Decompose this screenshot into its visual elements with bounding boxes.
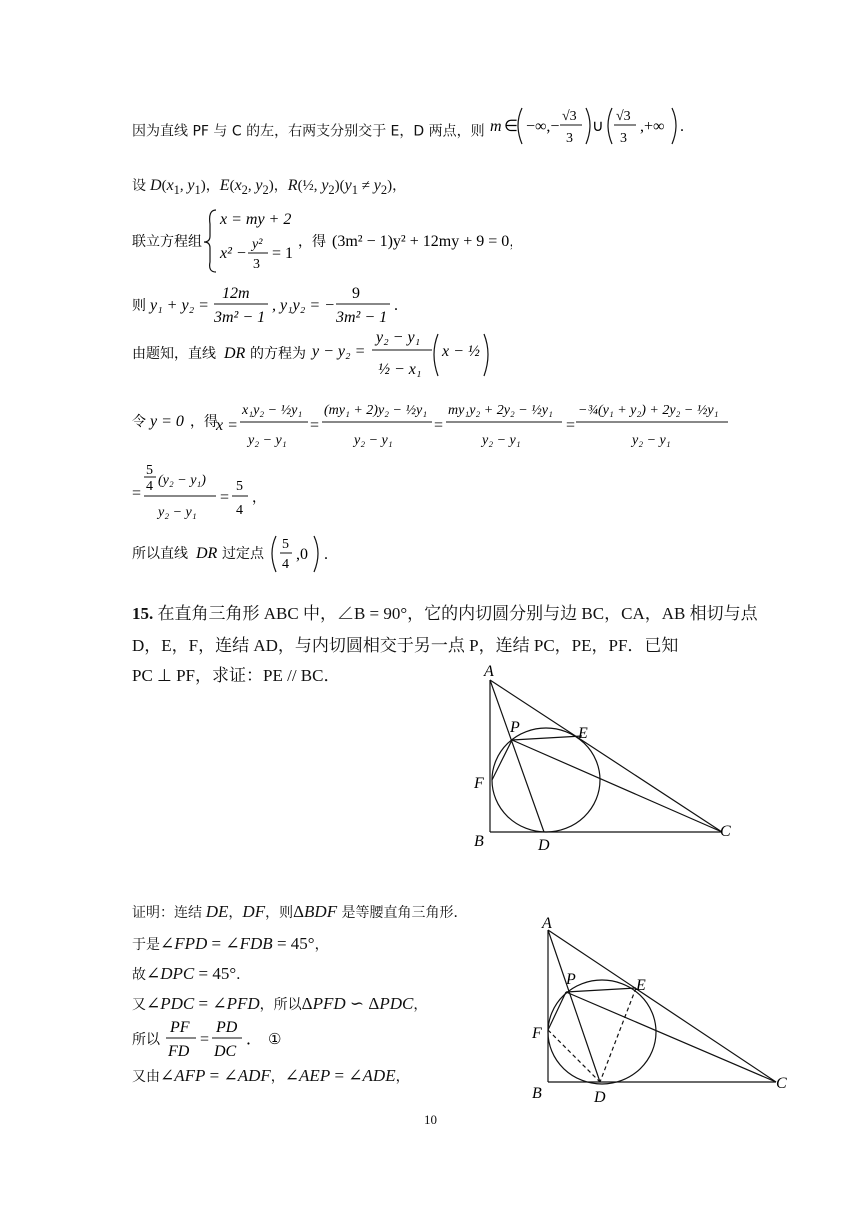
svg-text:(my₁ + 2)y₂ − ½y₁: (my₁ + 2)y₂ − ½y₁	[324, 403, 428, 418]
svg-text:y₂ − y₁: y₂ − y₁	[482, 433, 521, 448]
svg-text:3: 3	[620, 131, 628, 146]
svg-text:∈: ∈	[504, 118, 519, 135]
solution-line-2: 设 $D(x_1$, $y_1$)，$E(x_2$, $y_2$)，R(½, $y_2)(y_1 \ne y_2)$，	[132, 177, 407, 197]
figure-2	[528, 912, 798, 1108]
svg-text:9: 9	[352, 285, 360, 302]
svg-text:12m: 12m	[222, 285, 250, 302]
proof-line-5	[132, 1016, 332, 1068]
svg-text:x₁y₂ − ½y₁: x₁y₂ − ½y₁	[242, 403, 303, 418]
svg-text:4: 4	[236, 503, 243, 518]
svg-text:y₁ + y₂ =: y₁ + y₂ =	[150, 297, 209, 314]
svg-text:x = my + 2: x = my + 2	[220, 211, 292, 228]
svg-text:5: 5	[146, 463, 153, 478]
svg-text:=: =	[132, 485, 142, 502]
solution-line-8	[132, 530, 352, 582]
svg-text:PF: PF	[170, 1019, 190, 1036]
fig2-label-c: C	[776, 1075, 787, 1092]
figure-1	[470, 660, 750, 860]
line-dr-equation	[132, 326, 492, 386]
problem-number: 15.	[132, 604, 154, 623]
svg-text:DR: DR	[196, 545, 218, 562]
problem-text-3: PC ⊥ PF，求证：PE // BC．	[132, 666, 341, 685]
fig1-label-b: B	[474, 833, 484, 850]
svg-text:−∞,−: −∞,−	[526, 118, 560, 135]
svg-text:y₂ − y₁: y₂ − y₁	[354, 433, 393, 448]
solution-line-7	[132, 460, 272, 530]
svg-text:过定点: 过定点	[222, 546, 264, 562]
svg-text:，得: ，得	[298, 234, 326, 250]
svg-text:(3m² − 1)y² + 12my + 9 = 0，: (3m² − 1)y² + 12my + 9 = 0，	[332, 233, 512, 250]
svg-text:½ − x₁: ½ − x₁	[378, 361, 422, 378]
svg-text:所以直线: 所以直线	[132, 546, 188, 562]
svg-text:x² −: x² −	[220, 245, 247, 262]
svg-text:4: 4	[146, 479, 153, 494]
svg-text:√3: √3	[616, 109, 632, 124]
svg-text:y − y₂ =: y − y₂ =	[312, 343, 366, 360]
fixed-point-statement	[132, 530, 352, 576]
svg-text:y = 0: y = 0	[150, 413, 184, 430]
svg-text:my₁y₂ + 2y₂ − ½y₁: my₁y₂ + 2y₂ − ½y₁	[448, 403, 553, 418]
solution-line-1	[132, 109, 688, 148]
svg-text:3: 3	[253, 257, 260, 272]
svg-text:令: 令	[132, 414, 146, 430]
svg-text:，: ，	[252, 490, 266, 506]
svg-text:联立方程组: 联立方程组	[132, 234, 202, 250]
problem-line-2	[132, 636, 678, 656]
svg-text:3: 3	[566, 131, 574, 146]
solution-line-4	[132, 282, 432, 332]
svg-text:(y₂ − y₁): (y₂ − y₁)	[158, 473, 206, 488]
svg-text:=: =	[566, 417, 576, 434]
svg-text:则: 则	[132, 298, 146, 314]
fig1-label-c: C	[720, 823, 731, 840]
result-expression	[132, 460, 272, 524]
ratio-equation	[132, 1016, 332, 1062]
fig2-label-b: B	[532, 1085, 542, 1102]
svg-text:，得: ，得	[190, 414, 218, 430]
fig1-label-a: A	[484, 663, 494, 680]
svg-text:所以: 所以	[132, 1032, 160, 1048]
fig1-label-p: P	[510, 719, 520, 736]
proof-line-4: 又∠PDC = ∠PFD，所以ΔPFD ∽ ΔPDC，	[132, 994, 428, 1013]
svg-text:−¾(y₁ + y₂) + 2y₂ − ½y₁: −¾(y₁ + y₂) + 2y₂ − ½y₁	[578, 403, 719, 418]
svg-text:.: .	[394, 297, 398, 314]
proof-line-6: 又由∠AFP = ∠ADF，∠AEP = ∠ADE，	[132, 1066, 410, 1085]
page-number: 10	[424, 1112, 437, 1127]
fig2-label-p: P	[566, 971, 576, 988]
svg-text:①: ①	[268, 1032, 282, 1048]
svg-text:.: .	[680, 118, 685, 135]
intersection-derivation	[132, 396, 732, 452]
fig2-label-f: F	[532, 1025, 542, 1042]
fig1-label-d: D	[538, 837, 550, 854]
problem-line-3	[132, 666, 340, 686]
solution-line-6	[132, 396, 732, 458]
svg-text:∪: ∪	[592, 118, 605, 135]
svg-text:由题知，直线: 由题知，直线	[132, 346, 216, 362]
equation-system	[132, 206, 512, 276]
proof-line-2: 于是∠FPD = ∠FDB = 45°，	[132, 934, 329, 953]
svg-text:=: =	[434, 417, 444, 434]
svg-text:5: 5	[282, 537, 289, 552]
svg-text:√3: √3	[562, 109, 578, 124]
svg-text:y₂ − y₁: y₂ − y₁	[376, 329, 421, 346]
svg-text:,+∞: ,+∞	[640, 118, 665, 135]
svg-text:=: =	[310, 417, 320, 434]
svg-text:m: m	[490, 118, 502, 135]
fig2-label-e: E	[636, 977, 646, 994]
problem-line-1	[132, 604, 758, 624]
svg-text:FD: FD	[168, 1043, 190, 1060]
solution-line-3	[132, 206, 512, 282]
problem-text-2: D，E，F，连结 AD，与内切圆相交于另一点 P，连结 PC，PE，PF．已知	[132, 636, 679, 655]
svg-text:3m² − 1: 3m² − 1	[336, 309, 388, 326]
svg-text:.: .	[324, 546, 328, 563]
svg-text:,0: ,0	[296, 546, 308, 563]
proof-line-1: 证明：连结 DE，DF，则ΔBDF 是等腰直角三角形．	[132, 902, 468, 921]
svg-text:x =: x =	[216, 417, 238, 434]
svg-text:4: 4	[282, 557, 289, 572]
svg-text:DC: DC	[214, 1043, 237, 1060]
svg-text:y₂ − y₁: y₂ − y₁	[158, 505, 197, 520]
svg-text:=: =	[220, 489, 230, 506]
fig1-label-e: E	[578, 725, 588, 742]
proof-line-3: 故∠DPC = 45°．	[132, 964, 251, 983]
solution-line-5	[132, 326, 492, 392]
line1-text: 因为直线 PF 与 C 的左，右两支分别交于 E，D 两点，则	[132, 123, 485, 140]
svg-text:DR: DR	[224, 345, 246, 362]
svg-text:y²: y²	[252, 237, 263, 252]
svg-text:．: ．	[246, 1031, 263, 1048]
svg-text:的方程为: 的方程为	[250, 346, 306, 362]
svg-text:x − ½: x − ½	[442, 343, 480, 360]
problem-text-1: 在直角三角形 ABC 中，∠B = 90°，它的内切圆分别与边 BC，CA，AB 相切与点	[157, 604, 758, 623]
vieta-expression	[132, 282, 432, 326]
svg-text:y₂ − y₁: y₂ − y₁	[632, 433, 671, 448]
svg-text:5: 5	[236, 479, 243, 494]
svg-text:PD: PD	[216, 1019, 238, 1036]
fig1-label-f: F	[474, 775, 484, 792]
svg-text:, y₁y₂ = −: , y₁y₂ = −	[272, 297, 335, 314]
fig2-label-d: D	[594, 1089, 606, 1106]
svg-text:= 1: = 1	[272, 245, 294, 262]
svg-text:y₂ − y₁: y₂ − y₁	[248, 433, 287, 448]
fig2-label-a: A	[542, 915, 552, 932]
svg-text:=: =	[200, 1031, 210, 1048]
interval-expression	[488, 102, 688, 148]
svg-text:3m² − 1: 3m² − 1	[214, 309, 266, 326]
